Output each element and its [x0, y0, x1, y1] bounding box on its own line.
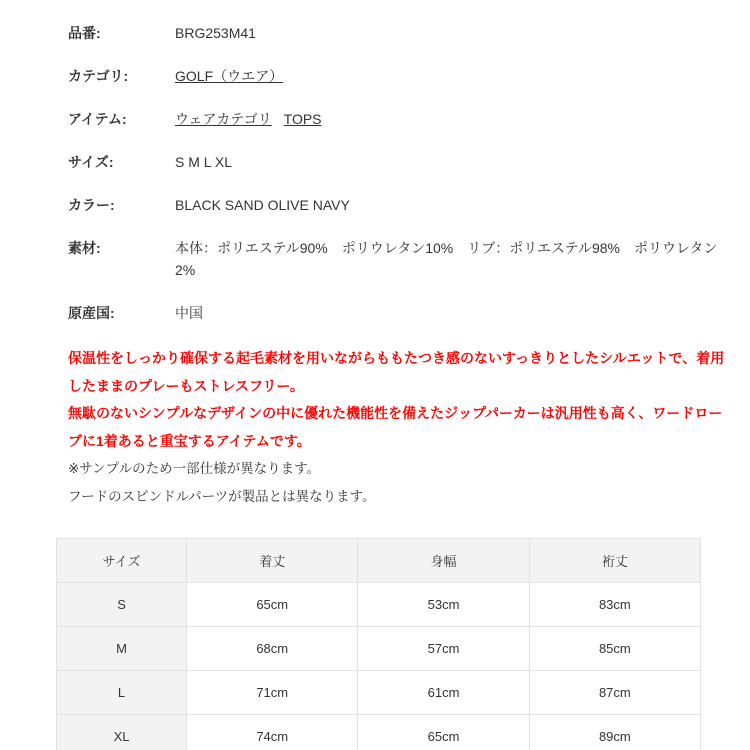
spec-value-origin: 中国: [175, 305, 203, 321]
size-chart-table: [56, 538, 701, 750]
spec-label-origin: 原産国:: [68, 305, 115, 321]
item-link-tops[interactable]: TOPS: [283, 111, 322, 127]
size-cell: S: [57, 583, 187, 627]
spec-row-size: [68, 151, 720, 173]
table-row-m: [57, 627, 701, 671]
sleeve-cell: 89cm: [529, 715, 700, 750]
spec-value-product-number: BRG253M41: [175, 25, 256, 41]
width-cell: 65cm: [358, 715, 529, 750]
width-cell: 53cm: [358, 583, 529, 627]
spec-row-item: [68, 108, 720, 130]
spec-row-color: [68, 194, 720, 216]
spec-label-item: アイテム:: [68, 111, 127, 127]
table-row-s: [57, 583, 701, 627]
spec-row-category: [68, 65, 720, 87]
category-link[interactable]: GOLF（ウエア）: [175, 68, 284, 84]
size-chart-header-width: 身幅: [358, 539, 529, 583]
spec-row-material: [68, 237, 720, 281]
spec-label-category: カテゴリ:: [68, 68, 129, 84]
size-chart-header-row: [57, 539, 701, 583]
size-chart-header-length: 着丈: [187, 539, 358, 583]
spec-value-color: BLACK SAND OLIVE NAVY: [175, 197, 350, 213]
sleeve-cell: 83cm: [529, 583, 700, 627]
description-note-1: ※サンプルのため一部仕様が異なります。: [68, 461, 321, 476]
length-cell: 74cm: [187, 715, 358, 750]
description-highlight-2: 無駄のないシンプルなデザインの中に優れた機能性を備えたジップパーカーは汎用性も高く、ワードローブに1着あると重宝するアイテムです。: [68, 405, 723, 449]
spec-label-material: 素材:: [68, 240, 101, 256]
product-spec-list: [56, 22, 720, 324]
spec-label-color: カラー:: [68, 197, 115, 213]
sleeve-cell: 85cm: [529, 627, 700, 671]
spec-row-origin: [68, 302, 720, 324]
table-row-l: [57, 671, 701, 715]
length-cell: 68cm: [187, 627, 358, 671]
spec-value-size: S M L XL: [175, 154, 233, 170]
length-cell: 71cm: [187, 671, 358, 715]
sleeve-cell: 87cm: [529, 671, 700, 715]
item-link-wear-category[interactable]: ウェアカテゴリ: [175, 111, 272, 127]
description-highlight-1: 保温性をしっかり確保する起毛素材を用いながらももたつき感のないすっきりとしたシルエットで、着用したままのプレーもストレスフリー。: [68, 350, 725, 394]
spec-value-material: 本体：ポリエステル90% ポリウレタン10% リブ：ポリエステル98% ポリウレタン2%: [175, 240, 718, 278]
product-description: [56, 345, 728, 510]
size-cell: L: [57, 671, 187, 715]
description-note-2: フードのスピンドルパーツが製品とは異なります。: [68, 488, 376, 504]
width-cell: 57cm: [358, 627, 529, 671]
size-cell: XL: [57, 715, 187, 750]
length-cell: 65cm: [187, 583, 358, 627]
width-cell: 61cm: [358, 671, 529, 715]
spec-label-size: サイズ:: [68, 154, 114, 170]
table-row-xl: [57, 715, 701, 750]
size-cell: M: [57, 627, 187, 671]
size-chart-header-size: サイズ: [57, 539, 187, 583]
spec-row-product-number: [68, 22, 720, 44]
spec-label-product-number: 品番:: [68, 25, 101, 41]
size-chart-header-sleeve: 裄丈: [529, 539, 700, 583]
